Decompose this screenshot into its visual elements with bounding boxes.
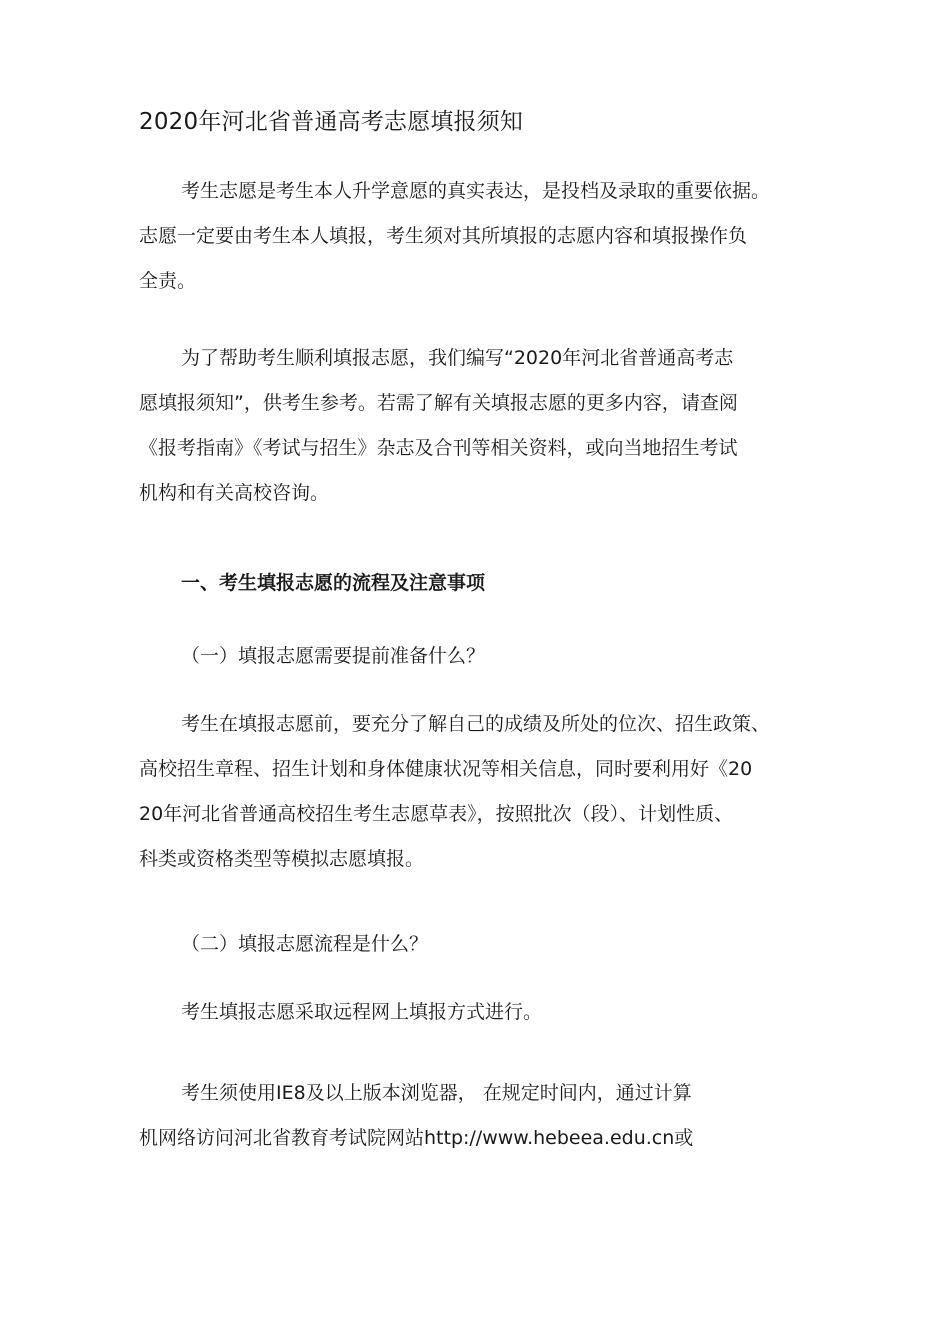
paragraph-method [139, 990, 839, 1035]
paragraph-line: 为了帮助考生顺利填报志愿，我们编写“2020年河北省普通高考志 [181, 347, 734, 369]
subsection-heading: （二）填报志愿流程是什么？ [181, 933, 429, 955]
paragraph-line: 志愿一定要由考生本人填报，考生须对其所填报的志愿内容和填报操作负 [139, 225, 748, 247]
paragraph-line: 考生志愿是考生本人升学意愿的真实表达，是投档及录取的重要依据。 [181, 180, 771, 202]
paragraph-line: 机构和有关高校咨询。 [139, 482, 330, 504]
paragraph-line: 《报考指南》《考试与招生》杂志及合刊等相关资料，或向当地招生考试 [139, 437, 738, 459]
paragraph-intro [139, 169, 839, 304]
paragraph-line: 考生须使用IE8及以上版本浏览器， 在规定时间内，通过计算 [181, 1082, 692, 1104]
subsection-heading: （一）填报志愿需要提前准备什么？ [181, 645, 486, 667]
paragraph-line: 全责。 [139, 270, 197, 292]
paragraph-browser [139, 1071, 839, 1161]
paragraph-purpose [139, 336, 839, 516]
paragraph-line: 高校招生章程、招生计划和身体健康状况等相关信息，同时要利用好《20 [139, 758, 753, 780]
document-title: 2020年河北省普通高考志愿填报须知 [139, 109, 524, 135]
paragraph-line: 考生填报志愿采取远程网上填报方式进行。 [181, 1001, 543, 1023]
paragraph-line: 考生在填报志愿前，要充分了解自己的成绩及所处的位次、招生政策、 [181, 713, 771, 735]
paragraph-line: 愿填报须知”，供考生参考。若需了解有关填报志愿的更多内容，请查阅 [139, 392, 738, 414]
paragraph-preparation [139, 702, 839, 882]
paragraph-line: 科类或资格类型等模拟志愿填报。 [139, 848, 425, 870]
paragraph-line: 机网络访问河北省教育考试院网站http://www.hebeea.edu.cn或 [139, 1127, 694, 1149]
section-heading: 一、考生填报志愿的流程及注意事项 [181, 572, 486, 594]
paragraph-line: 20年河北省普通高校招生考生志愿草表》，按照批次（段）、计划性质、 [139, 803, 734, 825]
